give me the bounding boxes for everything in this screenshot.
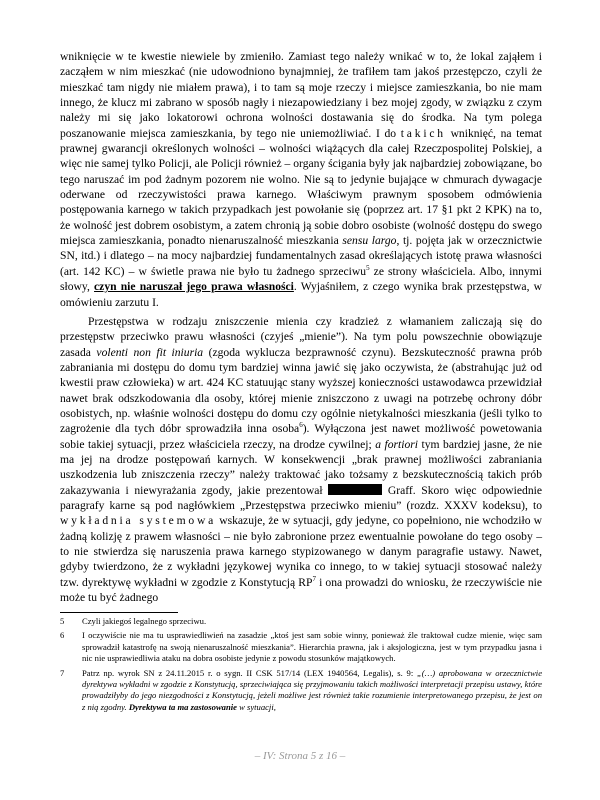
- footnote-number: 6: [60, 630, 65, 641]
- footnote-separator: [60, 612, 178, 613]
- footnote-ref-5[interactable]: 5: [366, 263, 370, 272]
- paragraph-2: Przestępstwa w rodzaju zniszczenie mienia czy kradzież z włamaniem zaliczają się do przestępstw przeciwko prawu własności (czyjeś „mienie”). Na tym polu powszechnie obowiązuje zasada volenti non fit iniuria (zgoda wyklucza bezprawność czynu). Bezskuteczność prawna prób zabraniania mi dostępu do domu tym bardziej winna jawić się jako oczywista, że (abstrahując już od kwestii praw człowieka) w art. 424 KC statuując stany wyższej konieczności ustawodawca przewidział nawet brak odszkodowania dla osoby, której mienie zniszczono z uwagi na potrzebę ochrony dóbr osobistych, np. właśnie wolności dostępu do domu czy ogólnie nietykalności mieszkania (jeśli tylko to zagrożenie dla tych dóbr sprowadziła inna osoba$^6$). Wyłączona jest nawet możliwość powetowania sobie takiej sytuacji, przez właściciela rzeczy, na drodze cywilnej; a fortiori tym bardziej jasne, że nie ma jej na drodze postępowań karnych. W konsekwencji „brak prawnej możliwości zabraniania uszkodzenia lub zniszczenia rzeczy” należy traktować jako tożsamy z bezskutecznością takich prób zakazywania i niewyrażania zgody, jakie prezentował Graff. Skoro więc odpowiednie paragrafy karne są pod nagłówkiem „Przestępstwa przeciwko mieniu” (rozdz. XXXV kodeksu), to wykładnia systemowa wskazuje, że w sytuacji, gdy jedyne, co popełniono, nie wchodziło w żadną kolizję z prawem własności – nie było zabronione przez ewentualnie powołane do tego osoby – to nie stwierdza się naruszenia prawa karnego stypizowanego w danym paragrafie ustawy. Nawet, gdyby twierdzono, że z wykładni językowej wynika co innego, to w takiej sytuacji stosować należy tzw. dyrektywę wykładni w zgodzie z Konstytucją $RP^7$ i ona prowadzi do wniosku, że rzeczywiście nie może tu być żadnego: [60, 314, 543, 605]
- footnote-7: [60, 668, 542, 714]
- footnote-number: 7: [60, 667, 65, 678]
- footnote-5: [60, 616, 542, 627]
- footnote-ref-6[interactable]: 6: [299, 421, 303, 430]
- spaced-phrase: wykładnia systemowa: [60, 514, 217, 528]
- footnote-6: [60, 630, 542, 664]
- body-text: [60, 49, 542, 605]
- footnotes: [60, 616, 542, 716]
- footnote-ref-7[interactable]: 7: [312, 574, 316, 583]
- page-footer: – IV: Strona 5 z 16 –: [254, 750, 346, 762]
- footnote-number: 5: [60, 616, 65, 626]
- redaction-bar: [328, 484, 382, 495]
- paragraph-1: wniknięcie w te kwestie niewiele by zmieniło. Zamiast tego należy wnikać w to, że lokal zająłem i zacząłem w nim mieszkać (nie udowodniono bynajmniej, że trafiłem tam jakoś przestępczo, czyli że mieszkać tam nigdy nie miałem prawa), i to tam są moje rzeczy i miejsce zamieszkania, bo nie mam innego, że klucz mi zabrano w sposób nagły i niezapowiedziany i bez mojej zgody, w związku z czym należy mi się jako lokatorowi ochrona wolności dostawania się do środka. Na tym polega poszanowanie miejsca zamieszkania, by tego nie uniemożliwiać. I do takich wniknięć, na temat prawnej gwarancji określonych wolności – wolności wiążących dla całej Rzeczpospolitej Polskiej, a więc nie samej tylko Policji, ale Policji również – organy ścigania były jak najbardziej zobowiązane, bo tego naruszać im pod żadnym pozorem nie wolno. Nie są to jedynie bujające w chmurach dywagacje oderwane od rzeczywistości prawa karnego. Właściwym prawnym sposobem odmówienia postępowania karnego w takich przypadkach jest powołanie się (poprzez art. 17 §1 pkt 2 KPK) na to, że wolność jest dobrem osobistym, a zatem chronią ją sobie dobro osobiste (wolność dostępu do swego miejsca zamieszkania, ponadto nienaruszalność mieszkania sensu largo, tj. pojęta jak w orzecznictwie SN, itd.) i dlatego – na mocy najbardziej fundamentalnych zasad określających istotę prawa własności (art. 142 KC) – w świetle prawa nie było tu żadnego sprzeciwu$^5$ ze strony właściciela. Albo, innymi słowy, czyn nie naruszał jego prawa własności. Wyjaśniłem, z czego wynika brak przestępstwa, w omówieniu zarzutu I.: [60, 50, 543, 309]
- footnote-text: Czyli jakiegoś legalnego sprzeciwu.: [82, 616, 207, 626]
- italic-phrase: sensu largo: [342, 234, 397, 248]
- footnote-text: Patrz np. wyrok SN z 24.11.2015 r. o sygn. II CSK 517/14 (LEX 1940564, Legalis), s. 9: „(…) aprobowana w orzecznictwie dyrektywa wykładni w zgodzie z Konstytucją, sprzeciwiająca się przyjmowaniu takich możliwości interpretacji przepisu ustawy, które prowadziłyby do jego niezgodności z Konstytucją, jeżeli możliwe jest również takie rozumienie interpretowanego przepisu, że jest on z nią zgodny. Dyrektywa ta ma zastosowanie w sytuacji,: [82, 667, 543, 712]
- italic-phrase: a fortiori: [375, 437, 419, 451]
- footnote-text: I oczywiście nie ma tu usprawiedliwień na zasadzie „ktoś jest sam sobie winny, ponieważ źle traktował cudze mienie, więc sam sprowadził katastrofę na swoją nienaruszalność mieszkania”. Hierarchia prawna, jak i aksjologiczna, jest w tym przypadku jasna i nic nie usprawiedliwia ataku na dobra osobiste jedynie z powodu stosunków majątkowych.: [82, 630, 542, 664]
- spaced-word: takich: [400, 126, 446, 140]
- latin-maxim: volenti non fit iniuria: [96, 345, 204, 359]
- emphasis-underlined: czyn nie naruszał jego prawa własności: [94, 280, 294, 294]
